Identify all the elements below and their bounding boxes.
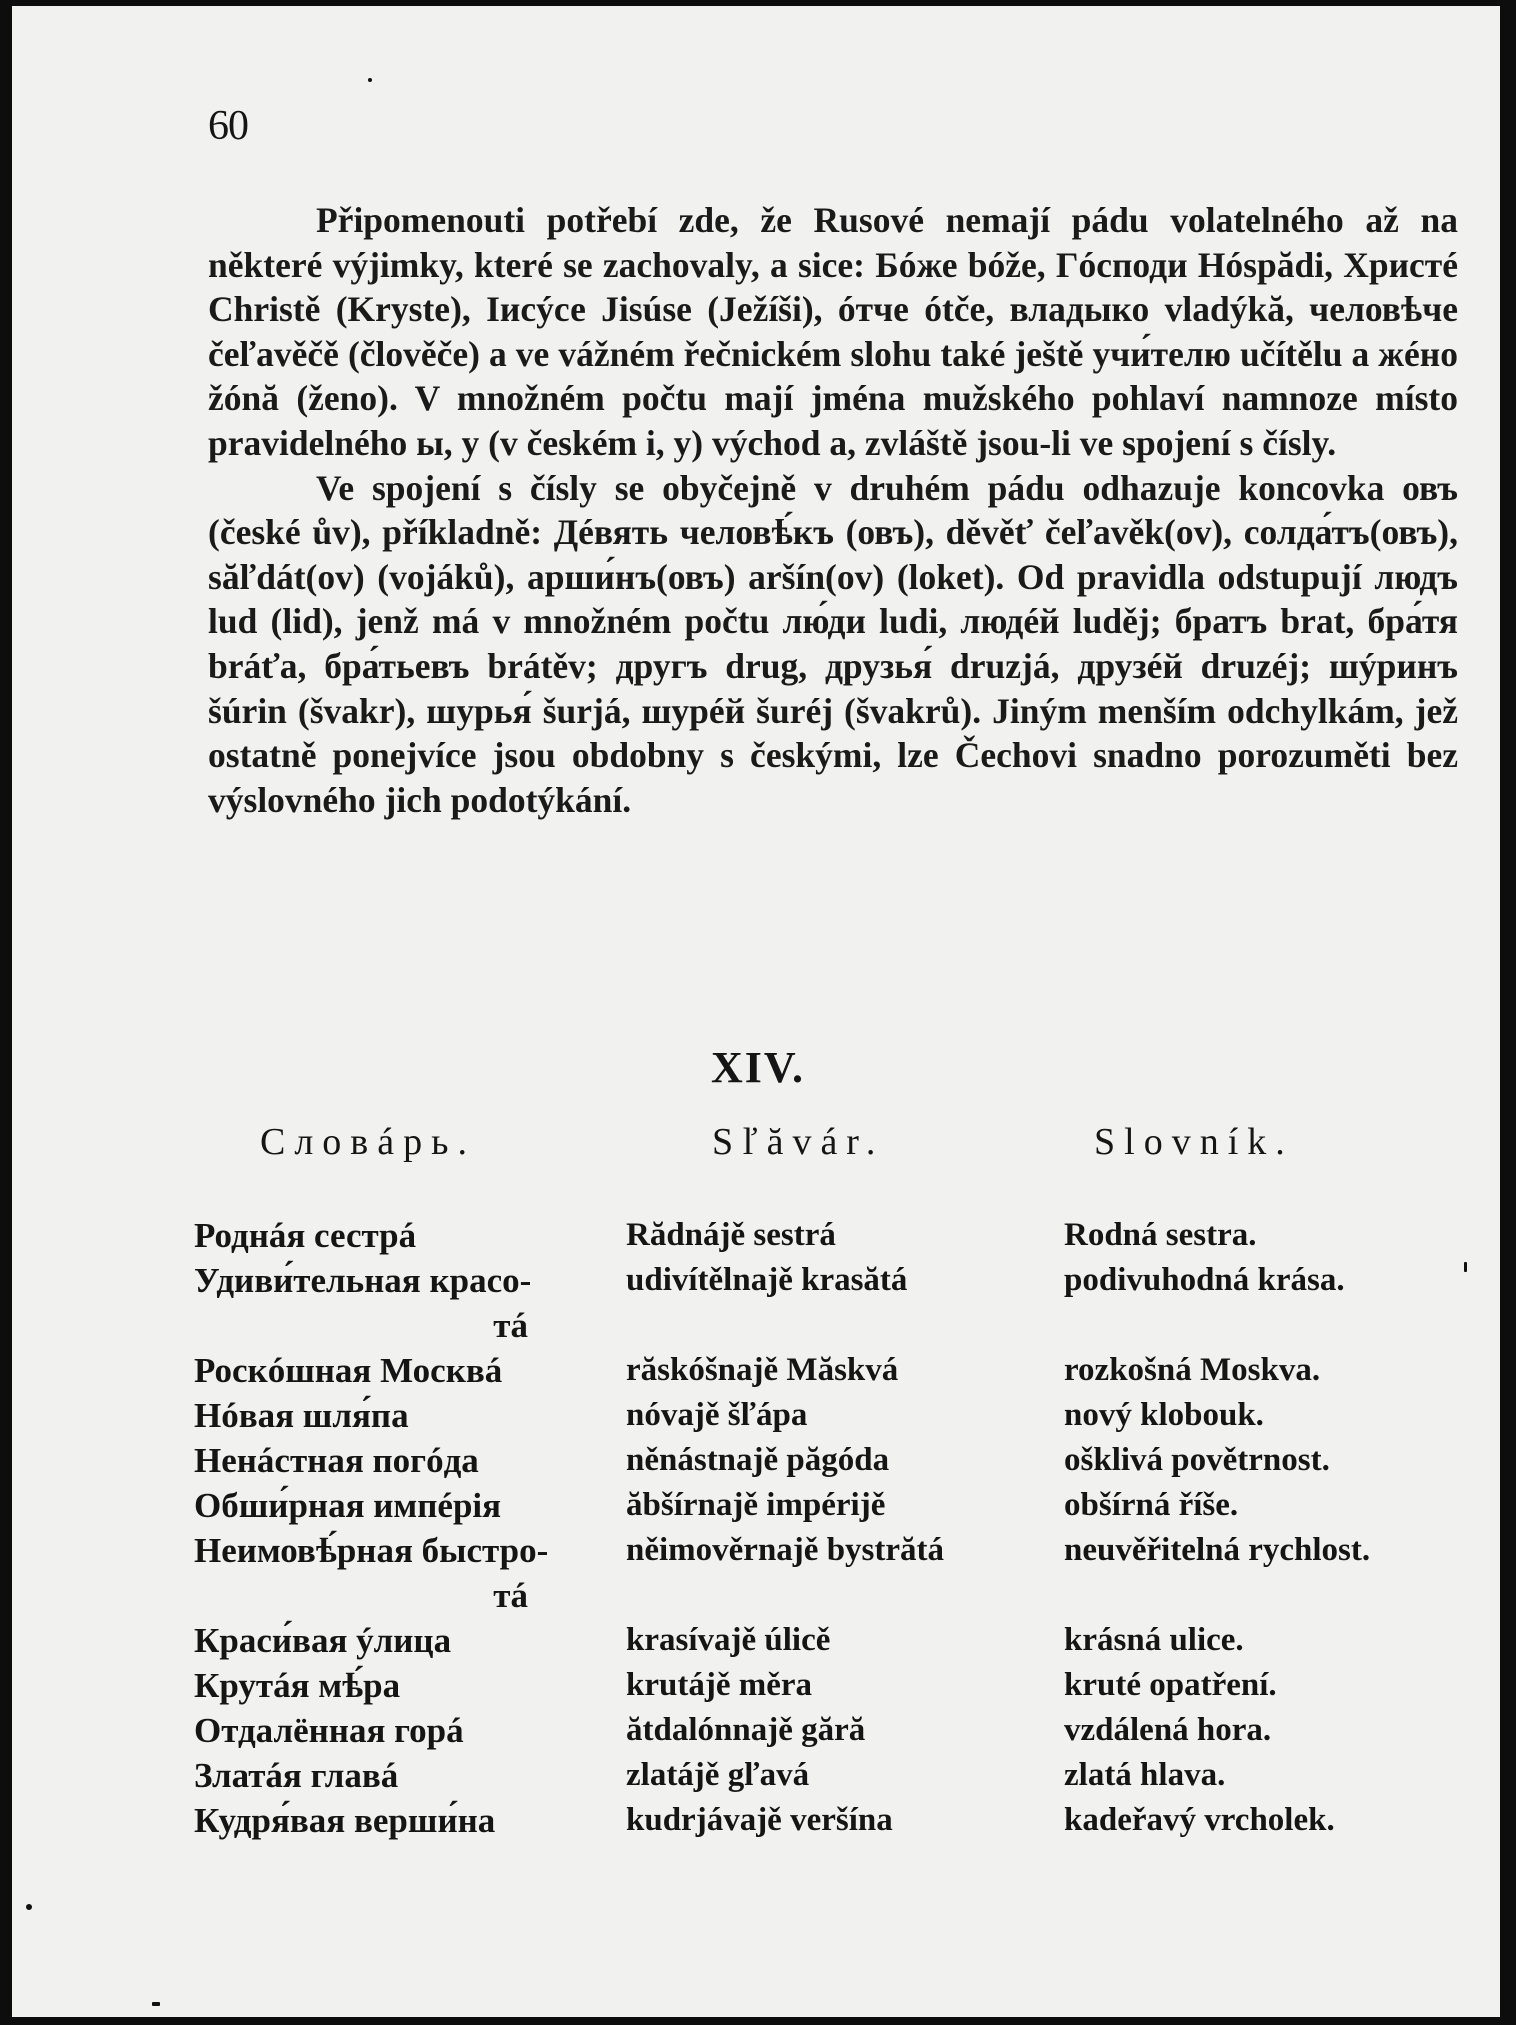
russian-phrase: Роскóшная Москвá: [194, 1351, 503, 1390]
russian-phrase: Ненáстная погóда: [194, 1441, 479, 1480]
paragraph-plural-ending: Ve spojení s čísly se obyčejně v druhém pádu odhazuje koncovka овъ (české ův), příkladně: Дéвять человѣ́къ (овъ), děvěť čeľavěk(ov), солда́тъ(овъ), săľdát(ov) (vojáků), арши́нъ(овъ) aršín(ov) (loket). Od pravidla odstupují людъ lud (lid), jenž má v množném počtu лю́ди ludi, людéй luděj; братъ brat, бра́тя bráťa, бра́тьевъ brátěv; другъ drug, друзья́ druzjá, друзéй druzéj; шýринъ šúrin (švakr), шурья́ šurjá, шурéй šuréj (švakrů). Jiným menším odchylkám, jež ostatně ponejvíce jsou obdobny s českými, lze Čechovi snadno porozuměti bez výslovného jich podotýkání.: [208, 467, 1458, 820]
czech-translation: rozkošná Moskva.: [1064, 1352, 1321, 1388]
russian-phrase: Роднáя сестрá: [194, 1216, 417, 1255]
transliteration: nóvajě šľápa: [626, 1397, 808, 1433]
czech-translation: neuvěřitelná rychlost.: [1064, 1532, 1371, 1568]
czech-translation: podivuhodná krása.: [1064, 1262, 1345, 1298]
russian-phrase: Обши́рная импéрія: [194, 1486, 502, 1525]
transliteration: krasívajě úlicě: [626, 1622, 831, 1658]
transliteration: kudrjávajě veršína: [626, 1802, 893, 1838]
russian-phrase: Златáя главá: [194, 1756, 399, 1795]
vocabulary-row: [0, 1798, 1516, 1843]
transliteration: ătdalónnajě gără: [626, 1712, 866, 1748]
transliteration: răskóšnajě Măskvá: [626, 1352, 899, 1388]
body-text: [208, 198, 1458, 822]
scan-speck: [26, 1904, 32, 1910]
russian-phrase: Неимовѣ́рная быстро-: [194, 1531, 549, 1570]
scan-speck: [368, 78, 372, 82]
transliteration: krutájě měra: [626, 1667, 813, 1703]
transliteration: ăbšírnajě impérijě: [626, 1487, 886, 1523]
scan-speck: [152, 2002, 160, 2006]
page-number: 60: [208, 103, 248, 149]
vocabulary-row: [0, 1663, 1516, 1708]
russian-phrase: Кудря́вая верши́на: [194, 1801, 496, 1840]
transliteration: udivítělnajě krasătá: [626, 1262, 908, 1298]
czech-translation: Rodná sestra.: [1064, 1217, 1257, 1253]
czech-translation: krásná ulice.: [1064, 1622, 1244, 1658]
russian-phrase: Краси́вая ýлица: [194, 1621, 452, 1660]
czech-translation: nový klobouk.: [1064, 1397, 1264, 1433]
vocabulary-row: [0, 1213, 1516, 1258]
russian-phrase: Нóвая шля́па: [194, 1396, 409, 1435]
column-heading-czech: Slovník.: [1094, 1121, 1294, 1163]
czech-translation: vzdálená hora.: [1064, 1712, 1272, 1748]
transliteration: něimověrnajě bystrătá: [626, 1532, 945, 1568]
czech-translation: kadeřavý vrcholek.: [1064, 1802, 1335, 1838]
czech-translation: zlatá hlava.: [1064, 1757, 1226, 1793]
scan-speck: [1464, 1262, 1467, 1272]
vocabulary-row: [0, 1258, 1516, 1348]
column-heading-russian: Словáрь.: [260, 1121, 476, 1163]
transliteration: zlatájě gľavá: [626, 1757, 810, 1793]
vocabulary-row: [0, 1438, 1516, 1483]
book-page: [12, 6, 1500, 2017]
russian-phrase: Крутáя мѣ́ра: [194, 1666, 401, 1705]
czech-translation: obšírná říše.: [1064, 1487, 1239, 1523]
vocabulary-row: [0, 1618, 1516, 1663]
paragraph-vocative: Připomenouti potřebí zde, že Rusové nemají pádu volatelného až na některé výjimky, které se zachovaly, a sice: Бóже bóže, Гóсподи Hóspădi, Христé Christě (Kryste), Іисýсе Jisúse (Ježíši), óтче ótče, владыко vladýkă, человѣче čeľavěčě (člověče) a ve vážném řečnickém slohu také ještě учи́телю učítělu a жéно žónă (ženo). V množném počtu mají jména mužského pohlaví namnoze místo pravidelného ы, у (v českém і, у) východ а, zvláště jsou-li ve spojení s čísly.: [208, 200, 1458, 463]
russian-phrase: Удиви́тельная красо-: [194, 1261, 532, 1300]
russian-phrase-continuation: тá: [493, 1306, 528, 1345]
russian-phrase-continuation: тá: [493, 1576, 528, 1615]
section-number: XIV.: [710, 1043, 805, 1092]
czech-translation: ošklivá povětrnost.: [1064, 1442, 1330, 1478]
czech-translation: kruté opatření.: [1064, 1667, 1277, 1703]
vocabulary-row: [0, 1753, 1516, 1798]
vocabulary-row: [0, 1708, 1516, 1753]
vocabulary-row: [0, 1393, 1516, 1438]
vocabulary-row: [0, 1483, 1516, 1528]
transliteration: Rădnájě sestrá: [626, 1217, 836, 1253]
vocabulary-row: [0, 1528, 1516, 1618]
column-heading-transliteration: Sľăvár.: [712, 1121, 885, 1163]
vocabulary-row: [0, 1348, 1516, 1393]
russian-phrase: Отдалённая горá: [194, 1711, 464, 1750]
vocabulary-table: [0, 1213, 1516, 1843]
transliteration: něnástnajě păgóda: [626, 1442, 890, 1478]
